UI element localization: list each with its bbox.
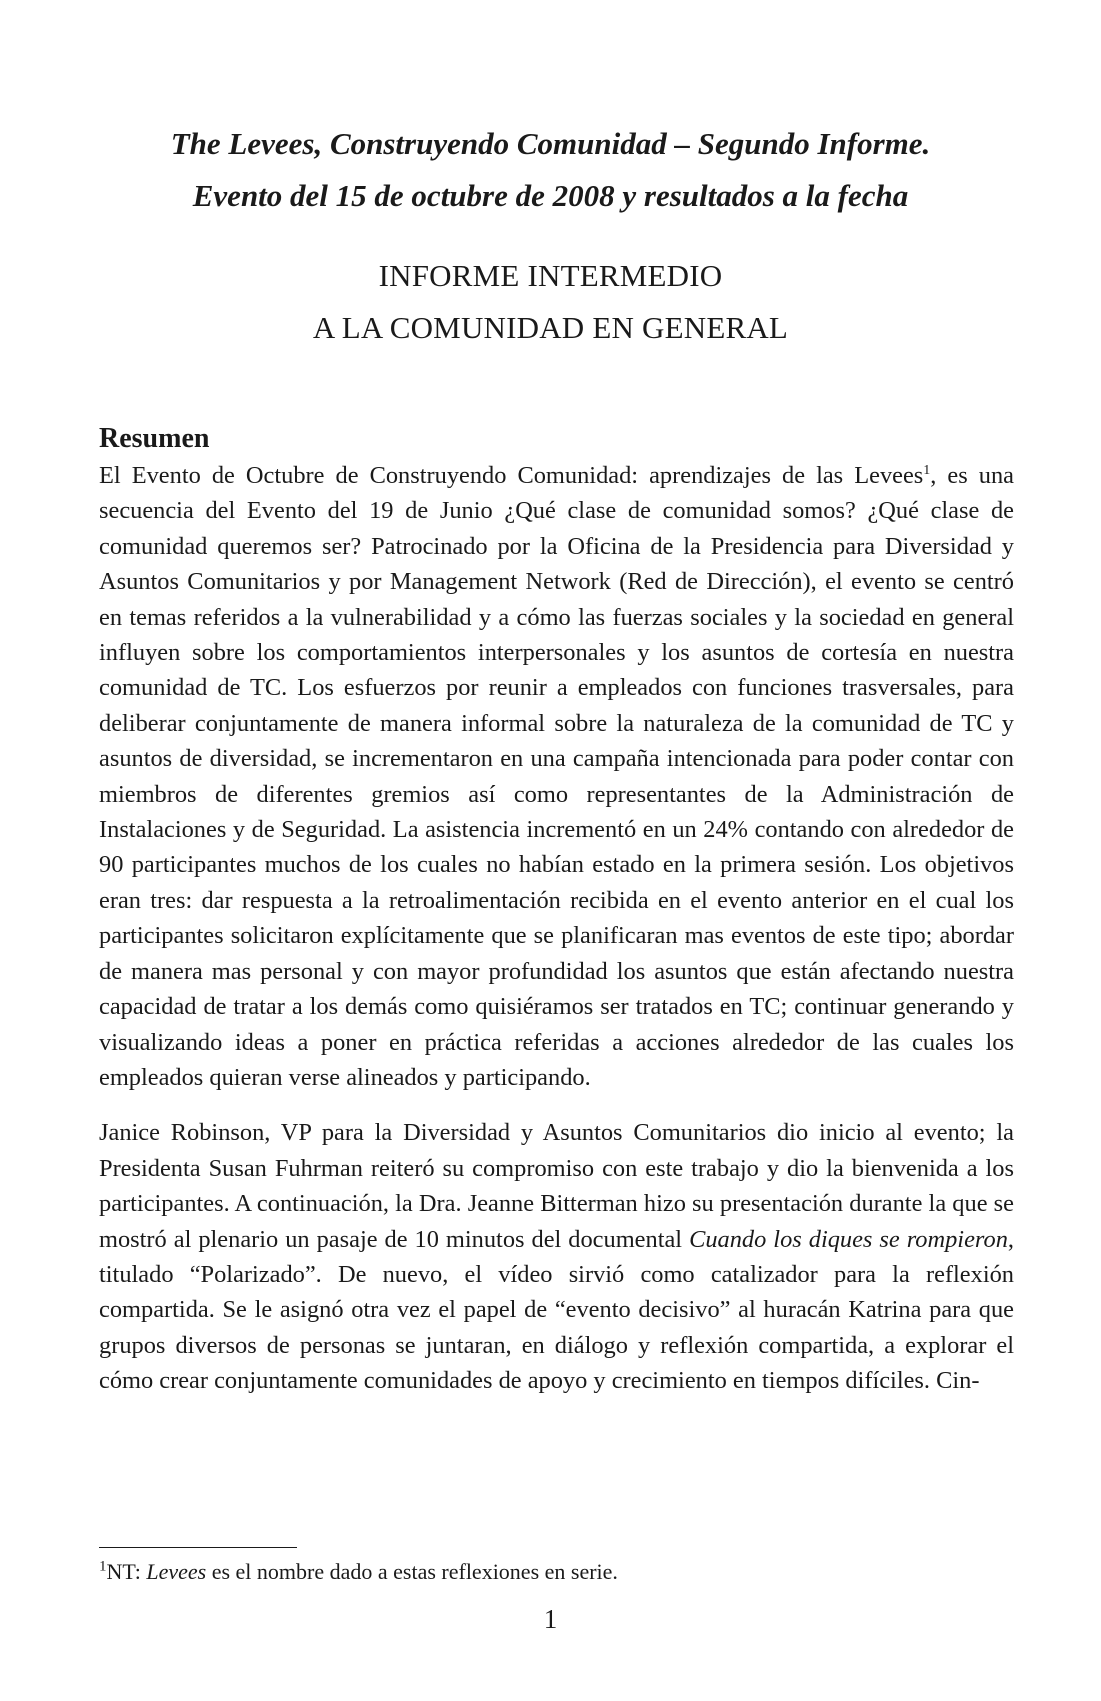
footnote-text: es el nombre dado a estas reflexiones en serie. bbox=[206, 1559, 618, 1584]
paragraph-1-text-end: , es una secuencia del Evento del 19 de Junio ¿Qué clase de comunidad somos? ¿Qué clase de comunidad queremos ser? Patrocinado por la Oficina de la Presidencia para Diversidad y Asuntos Comunitarios y por Management Network (Red de Dirección), el evento se centró en temas referidos a la vulnerabilidad y a cómo las fuerzas sociales y la sociedad en general influyen sobre los comportamientos interpersonales y los asuntos de cortesía en nuestra comunidad de TC. Los esfuerzos por reunir a empleados con funciones trasversales, para deliberar conjuntamente de manera informal sobre la naturaleza de la comunidad de TC y asuntos de diversidad, se incrementaron en una campaña intencionada para poder contar con miembros de diferentes gremios así como representantes de la Administración de Instalaciones y de Seguridad. La asistencia incrementó en un 24% contando con alrededor de 90 participantes muchos de los cuales no habían estado en la primera sesión. Los objetivos eran tres: dar respuesta a la retroalimentación recibida en el evento anterior en el cual los participantes solicitaron explícitamente que se planificaran mas eventos de este tipo; abordar de manera mas personal y con mayor profundidad los asuntos que están afectando nuestra capacidad de tratar a los demás como quisiéramos ser tratados en TC; continuar generando y visualizando ideas a poner en práctica referidas a acciones alrededor de las cuales los empleados quieran verse alineados y participando. bbox=[99, 462, 1015, 1091]
section-heading: Resumen bbox=[99, 423, 210, 454]
documentary-title: Cuando los diques se rompieron bbox=[689, 1225, 1008, 1253]
paragraph-1 bbox=[99, 458, 1014, 1095]
footnote-prefix: NT: bbox=[106, 1559, 147, 1584]
footnote bbox=[99, 1556, 1014, 1588]
title-line-2: Evento del 15 de octubre de 2008 y resultados a la fecha bbox=[192, 178, 909, 213]
subtitle-line-1: INFORME INTERMEDIO bbox=[378, 258, 723, 293]
paragraph-1-text-start: El Evento de Octubre de Construyendo Comunidad: aprendizajes de las Levees bbox=[99, 462, 924, 489]
document-title bbox=[80, 118, 1021, 222]
page-number: 1 bbox=[543, 1604, 558, 1634]
summary-section bbox=[99, 420, 1014, 1399]
footnote-divider bbox=[99, 1547, 297, 1548]
paragraph-2-text-start: Janice Robinson, VP para la Diversidad y Asuntos Comunitarios dio inicio al evento; la Presidenta Susan Fuhrman reiteró su compromiso con este trabajo y dio la bienvenida a los participantes. A continuación, la Dra. Jeanne Bitterman hizo su presentación durante la que se mostró al plenario un pasaje de 10 minutos del documental bbox=[99, 1119, 1014, 1253]
paragraph-2-text-end: , titulado “Polarizado”. De nuevo, el vídeo sirvió como catalizador para la reflexión compartida. Se le asignó otra vez el papel de “evento decisivo” al huracán Katrina para que grupos diversos de personas se juntaran, en diálogo y reflexión compartida, a explorar el cómo crear conjuntamente comunidades de apoyo y crecimiento en tiempos difíciles. Cin- bbox=[99, 1225, 1014, 1395]
footnote-number: 1 bbox=[99, 1558, 107, 1575]
footnote-italic-term: Levees bbox=[146, 1559, 207, 1584]
document-subtitle bbox=[80, 250, 1021, 354]
footnote-reference: 1 bbox=[923, 462, 931, 478]
subtitle-line-2: A LA COMUNIDAD EN GENERAL bbox=[312, 310, 789, 345]
paragraph-2 bbox=[99, 1115, 1014, 1398]
title-line-1: The Levees, Construyendo Comunidad – Segundo Informe. bbox=[170, 126, 931, 161]
